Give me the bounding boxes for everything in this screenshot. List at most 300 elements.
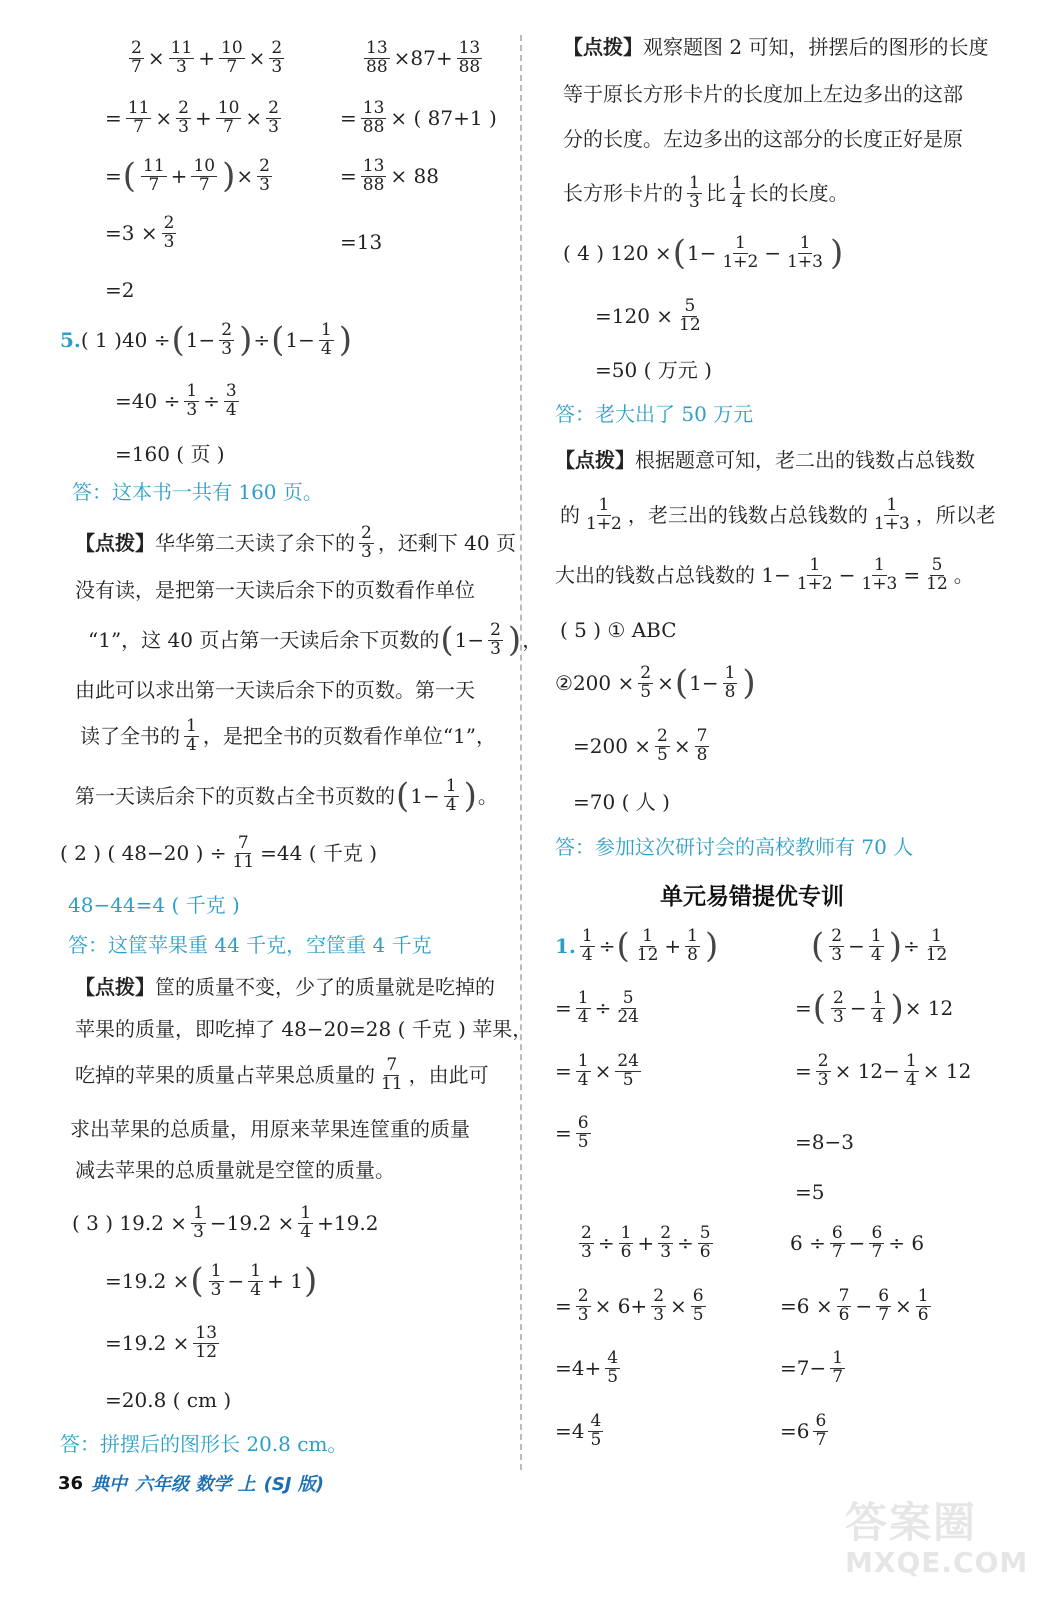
- content-line: [75, 778, 498, 815]
- fraction: [813, 1413, 828, 1450]
- fraction-numerator: 1: [931, 926, 942, 946]
- paren: ): [888, 926, 902, 967]
- fraction: [635, 928, 661, 965]
- math-text: ×: [245, 106, 263, 131]
- fraction-numerator: 2: [657, 726, 668, 746]
- math-text: 1−: [410, 784, 440, 809]
- math-text: =160 ( 页 ): [115, 442, 225, 466]
- fraction: [457, 40, 483, 77]
- fraction-denominator: 3: [833, 1006, 844, 1027]
- fraction-numerator: 2: [163, 213, 175, 233]
- fraction-numerator: 1: [905, 1051, 917, 1071]
- content-line: [555, 1115, 595, 1152]
- paren: (: [672, 233, 686, 274]
- content-line: [340, 230, 382, 254]
- fraction-numerator: 5: [684, 296, 696, 316]
- content-line: [555, 1350, 624, 1387]
- math-text: =70 ( 人 ): [573, 790, 670, 814]
- math-text: =: [555, 1059, 572, 1084]
- content-line: [573, 728, 713, 765]
- fraction-denominator: 88: [362, 174, 385, 195]
- math-text: 200 ×: [572, 671, 635, 696]
- fraction: [219, 40, 245, 77]
- paren: ): [507, 620, 522, 661]
- content-line: [60, 835, 377, 872]
- fraction-denominator: 3: [163, 231, 175, 252]
- paren: ): [463, 776, 477, 817]
- fraction: [638, 665, 653, 702]
- math-text: =20.8 ( cm ): [105, 1388, 232, 1412]
- fraction: [831, 990, 846, 1027]
- math-text: =4+: [555, 1356, 602, 1381]
- fraction-numerator: 2: [361, 523, 372, 543]
- content-line: [60, 1432, 347, 1456]
- fraction: [359, 525, 374, 562]
- paren: ): [890, 988, 904, 1029]
- fraction-numerator: 1: [250, 1261, 262, 1281]
- fraction-denominator: 7: [133, 116, 144, 137]
- fraction: [580, 928, 595, 965]
- fraction: [209, 1263, 224, 1300]
- fraction-numerator: 2: [259, 156, 270, 176]
- fraction: [816, 1053, 831, 1090]
- fraction-denominator: 4: [905, 1069, 917, 1090]
- fraction: [129, 40, 144, 77]
- fraction-numerator: 2: [833, 988, 844, 1008]
- math-text: ( 5 ) ① ABC: [560, 618, 677, 642]
- content-line: [125, 40, 288, 77]
- fraction-denominator: 7: [148, 174, 160, 195]
- fraction-numerator: 4: [590, 1411, 602, 1431]
- math-text: 根据题意可知，老二出的钱数占总钱数: [635, 448, 975, 472]
- math-text: =: [105, 106, 122, 131]
- content-line: [115, 383, 243, 420]
- fraction-numerator: 24: [617, 1051, 639, 1071]
- answer-text: 48−44=4 ( 千克 ): [68, 893, 240, 917]
- fraction-denominator: 3: [210, 1279, 222, 1300]
- content-line: [68, 893, 240, 917]
- fraction: [830, 1225, 845, 1262]
- fraction-numerator: 13: [366, 38, 388, 58]
- math-text: 1−: [454, 628, 485, 653]
- math-text: =6: [780, 1419, 810, 1444]
- fraction: [231, 835, 257, 872]
- content-line: [795, 990, 953, 1027]
- math-text: =: [555, 1294, 572, 1319]
- math-text: =13: [340, 230, 383, 254]
- fraction-numerator: 1: [799, 233, 811, 253]
- fraction: [829, 928, 844, 965]
- math-text: =: [340, 164, 357, 189]
- content-line: [573, 790, 670, 814]
- math-text: =: [555, 996, 572, 1021]
- content-line: [595, 358, 712, 382]
- fraction-denominator: 5: [590, 1429, 602, 1450]
- math-text: 吃掉的苹果的质量占苹果总质量的: [75, 1063, 375, 1088]
- content-line: [795, 1053, 971, 1090]
- answer-text: 老大出了 50 万元: [595, 402, 754, 426]
- answer-text: 参加这次研讨会的高校教师有 70 人: [595, 835, 914, 859]
- fraction: [924, 928, 950, 965]
- column-divider: [520, 35, 522, 1470]
- fraction-denominator: 5: [622, 1069, 634, 1090]
- fraction-denominator: 3: [361, 541, 372, 562]
- math-text: ( 3 ) 19.2 ×: [72, 1211, 188, 1236]
- fraction: [579, 1225, 594, 1262]
- fraction-numerator: 1: [581, 926, 593, 946]
- math-text: ÷: [677, 1231, 694, 1256]
- fraction-denominator: 1+2: [722, 251, 759, 272]
- fraction-numerator: 2: [490, 620, 501, 640]
- fraction-numerator: 11: [143, 156, 165, 176]
- fraction-numerator: 6: [815, 1411, 827, 1431]
- math-text: +: [195, 106, 212, 131]
- fraction-numerator: 1: [734, 233, 746, 253]
- math-text: 筐的质量不变，少了的质量就是吃掉的: [155, 975, 495, 999]
- math-text: −: [849, 996, 867, 1021]
- content-line: [595, 298, 707, 335]
- content-line: [75, 1057, 489, 1094]
- fraction: [126, 100, 152, 137]
- math-text: ÷: [253, 328, 271, 353]
- fraction-denominator: 3: [831, 944, 843, 965]
- math-text: ÷: [203, 389, 220, 414]
- fraction-denominator: 3: [176, 56, 187, 77]
- math-text: 6 ÷: [790, 1231, 826, 1256]
- fraction-numerator: 6: [831, 1223, 843, 1243]
- fraction-denominator: 5: [607, 1366, 619, 1387]
- math-text: 1−: [686, 241, 717, 266]
- fraction: [691, 1288, 706, 1325]
- fraction-numerator: 1: [870, 926, 882, 946]
- content-line: [563, 127, 963, 151]
- math-text: −19.2 ×: [209, 1211, 295, 1236]
- fraction-denominator: 3: [271, 56, 283, 77]
- answer-text: 答：: [60, 1432, 100, 1456]
- content-line: [780, 1288, 935, 1325]
- content-line: [555, 665, 757, 702]
- fraction: [193, 1325, 219, 1362]
- math-text: ，是把全书的页数看作单位“1”，: [202, 724, 497, 749]
- content-line: [555, 1053, 645, 1090]
- content-line: [780, 1350, 849, 1387]
- math-text: =19.2 ×: [105, 1269, 190, 1294]
- content-line: [105, 215, 180, 252]
- fraction-denominator: 8: [687, 944, 698, 965]
- watermark-line-1: 答案圈: [845, 1498, 978, 1547]
- math-text: 读了全书的: [80, 724, 180, 749]
- math-text: ×: [155, 106, 173, 131]
- math-text: ，: [522, 628, 543, 653]
- fraction-denominator: 4: [300, 1221, 312, 1242]
- hint-label: 【点拨】: [555, 448, 635, 472]
- fraction-numerator: 6: [878, 1286, 890, 1306]
- fraction-denominator: 12: [636, 944, 659, 965]
- fraction-denominator: 3: [660, 1241, 672, 1262]
- fraction-numerator: 4: [607, 1348, 619, 1368]
- math-text: −: [838, 563, 856, 588]
- fraction-denominator: 1+3: [873, 513, 910, 534]
- fraction-numerator: 5: [931, 555, 943, 575]
- paren: ): [338, 320, 352, 361]
- math-text: 大出的钱数占总钱数的 1−: [555, 563, 791, 588]
- fraction: [869, 1225, 884, 1262]
- fraction-denominator: 4: [225, 399, 237, 420]
- content-line: [810, 928, 953, 965]
- fraction-numerator: 1: [724, 663, 736, 683]
- fraction-denominator: 4: [581, 944, 593, 965]
- math-text: 苹果的质量，即吃掉了 48−20=28 ( 千克 ) 苹果，: [75, 1017, 533, 1041]
- content-line: [555, 402, 753, 426]
- math-text: ×: [670, 1294, 687, 1319]
- math-text: −: [848, 1231, 866, 1256]
- edition-label: (SJ 版): [263, 1474, 324, 1495]
- fraction-numerator: 1: [689, 173, 700, 193]
- paren: ): [830, 233, 844, 274]
- fraction-numerator: 7: [838, 1286, 850, 1306]
- math-text: +: [664, 934, 682, 959]
- math-text: 没有读，是把第一天读后余下的页数看作单位: [75, 578, 475, 602]
- fraction: [248, 1263, 263, 1300]
- fraction: [904, 1053, 919, 1090]
- fraction-denominator: 7: [831, 1241, 843, 1262]
- content-line: [340, 158, 439, 195]
- fraction-numerator: 13: [362, 156, 385, 176]
- content-line: [72, 1205, 378, 1242]
- fraction: [141, 158, 167, 195]
- fraction-denominator: 12: [925, 944, 948, 965]
- math-text: ×87+: [393, 46, 453, 71]
- fraction: [837, 1288, 852, 1325]
- content-line: [115, 442, 225, 466]
- content-line: [360, 40, 486, 77]
- fraction-denominator: 7: [878, 1304, 890, 1325]
- paren: (: [396, 776, 410, 817]
- fraction: [876, 1288, 891, 1325]
- fraction-denominator: 7: [226, 56, 238, 77]
- math-text: 等于原长方形卡片的长度加上左边多出的这部: [563, 82, 963, 106]
- math-text: ②: [555, 671, 573, 696]
- fraction-numerator: 7: [386, 1055, 398, 1075]
- fraction: [216, 100, 242, 137]
- fraction-denominator: 5: [640, 681, 652, 702]
- fraction: [576, 1288, 591, 1325]
- fraction-numerator: 1: [186, 716, 197, 736]
- math-text: ( 4 ) 120 ×: [563, 241, 672, 266]
- fraction: [379, 1057, 405, 1094]
- math-text: × ( 87+1 ): [390, 106, 497, 131]
- fraction-numerator: 2: [817, 1051, 829, 1071]
- math-text: =8−3: [795, 1130, 854, 1154]
- fraction-denominator: 8: [724, 681, 736, 702]
- math-text: ×: [895, 1294, 912, 1319]
- fraction-denominator: 3: [186, 399, 198, 420]
- fraction: [588, 1413, 603, 1450]
- page-number: 36: [58, 1472, 84, 1494]
- fraction-denominator: 7: [815, 1429, 827, 1450]
- fraction-denominator: 4: [577, 1006, 589, 1027]
- content-line: [563, 235, 844, 272]
- math-text: 长的长度。: [748, 181, 849, 206]
- fraction-numerator: 6: [692, 1286, 704, 1306]
- math-text: ，所以老: [915, 503, 996, 528]
- content-line: [575, 1225, 717, 1262]
- fraction: [361, 158, 387, 195]
- fraction: [658, 1225, 673, 1262]
- fraction-numerator: 1: [300, 1203, 312, 1223]
- fraction: [615, 990, 641, 1027]
- fraction-numerator: 5: [699, 1223, 711, 1243]
- fraction-numerator: 2: [660, 1223, 672, 1243]
- answer-text: 拼摆后的图形长 20.8 cm。: [100, 1432, 348, 1456]
- math-text: =: [903, 563, 921, 588]
- fraction-denominator: 1+3: [787, 251, 823, 272]
- math-text: =44 ( 千克 ): [260, 841, 378, 866]
- fraction: [364, 40, 390, 77]
- math-text: =: [340, 106, 357, 131]
- fraction-numerator: 6: [577, 1113, 589, 1133]
- fraction-denominator: 88: [362, 116, 385, 137]
- math-text: =: [105, 164, 122, 189]
- fraction-numerator: 5: [622, 988, 634, 1008]
- fraction-numerator: 1: [917, 1286, 929, 1306]
- content-line: [555, 990, 645, 1027]
- math-text: × 6+: [594, 1294, 648, 1319]
- math-text: + 1: [267, 1269, 303, 1294]
- math-text: −: [764, 241, 782, 266]
- fraction: [723, 665, 738, 702]
- fraction-denominator: 3: [653, 1304, 665, 1325]
- math-text: ÷: [597, 1231, 615, 1256]
- math-text: 比: [705, 181, 726, 206]
- fraction: [698, 1225, 713, 1262]
- fraction-denominator: 7: [131, 56, 142, 77]
- fraction-numerator: 10: [221, 38, 243, 58]
- answer-text: 1.: [555, 934, 576, 959]
- fraction: [720, 235, 760, 272]
- paren: (: [171, 320, 185, 361]
- fraction-denominator: 4: [445, 794, 457, 815]
- math-text: ，还剩下 40 页: [377, 531, 516, 556]
- math-text: 。: [953, 563, 974, 588]
- fraction-numerator: 13: [458, 38, 481, 58]
- watermark-line-2: MXQE.COM: [845, 1546, 1029, 1579]
- fraction-denominator: 7: [198, 174, 210, 195]
- page-footer: [58, 1470, 324, 1496]
- answer-text: 答：: [72, 480, 112, 504]
- content-line: [75, 1017, 532, 1041]
- fraction: [651, 1288, 666, 1325]
- fraction-denominator: 4: [320, 338, 332, 359]
- book-title: 六年级 数学 上: [135, 1474, 256, 1495]
- math-text: 1−: [185, 328, 216, 353]
- content-line: [555, 1288, 710, 1325]
- fraction: [655, 728, 670, 765]
- fraction-numerator: 1: [832, 1348, 844, 1368]
- fraction-denominator: 3: [689, 191, 700, 212]
- math-text: =7−: [780, 1356, 827, 1381]
- math-text: 长方形卡片的: [563, 181, 683, 206]
- math-text: 求出苹果的总质量，用原来苹果连筐重的质量: [70, 1117, 470, 1141]
- content-line: [80, 718, 496, 755]
- fraction-numerator: 1: [809, 555, 821, 575]
- math-text: 1−: [285, 328, 315, 353]
- content-line: [560, 497, 996, 534]
- math-text: ×: [236, 164, 254, 189]
- fraction: [677, 298, 703, 335]
- hint-label: 【点拨】: [563, 35, 643, 59]
- fraction-numerator: 2: [581, 1223, 592, 1243]
- fraction-denominator: 5: [657, 744, 668, 765]
- fraction-denominator: 6: [917, 1304, 929, 1325]
- math-text: +: [170, 164, 188, 189]
- fraction-numerator: 2: [577, 1286, 589, 1306]
- fraction: [687, 175, 702, 212]
- fraction-numerator: 2: [268, 98, 279, 118]
- fraction: [169, 40, 195, 77]
- fraction-denominator: 24: [617, 1006, 639, 1027]
- fraction-denominator: 1+2: [586, 513, 622, 534]
- paren: (: [812, 988, 827, 1029]
- fraction-denominator: 6: [838, 1304, 850, 1325]
- math-text: ( 2 ) ( 48−20 ) ÷: [60, 841, 227, 866]
- math-text: =40 ÷: [115, 389, 181, 414]
- fraction-numerator: 1: [210, 1261, 222, 1281]
- fraction-denominator: 3: [268, 116, 279, 137]
- fraction-denominator: 7: [832, 1366, 844, 1387]
- fraction-numerator: 1: [620, 1223, 632, 1243]
- math-text: ×: [657, 671, 674, 696]
- fraction-denominator: 12: [926, 573, 948, 594]
- content-line: [105, 158, 276, 195]
- fraction-denominator: 3: [259, 174, 270, 195]
- answer-text: 这本书一共有 160 页。: [112, 480, 323, 504]
- fraction: [576, 1053, 591, 1090]
- content-line: [75, 525, 516, 562]
- math-text: =4: [555, 1419, 585, 1444]
- fraction-denominator: 12: [679, 314, 701, 335]
- fraction-numerator: 1: [886, 495, 898, 515]
- math-text: ( 1 ): [80, 328, 122, 353]
- fraction: [576, 1115, 591, 1152]
- content-line: [555, 448, 975, 472]
- math-text: =3 ×: [105, 221, 158, 246]
- fraction-denominator: 3: [221, 338, 233, 359]
- paren: ): [222, 156, 236, 197]
- fraction: [924, 557, 950, 594]
- fraction-denominator: 3: [178, 116, 189, 137]
- fraction: [869, 928, 884, 965]
- math-text: × 12: [922, 1059, 972, 1084]
- math-text: 的: [560, 503, 580, 528]
- answer-text: 答：: [68, 933, 108, 957]
- paren: (: [616, 926, 630, 967]
- brand-logo: 典中: [91, 1474, 128, 1495]
- content-line: [68, 933, 432, 957]
- math-text: 第一天读后余下的页数占全书页数的: [75, 784, 395, 809]
- math-text: =2: [105, 278, 135, 302]
- fraction: [795, 557, 835, 594]
- fraction-numerator: 1: [577, 1051, 589, 1071]
- hint-label: 【点拨】: [75, 975, 155, 999]
- content-line: [555, 835, 913, 859]
- fraction-denominator: 7: [871, 1241, 883, 1262]
- fraction-denominator: 6: [620, 1241, 632, 1262]
- fraction-denominator: 88: [458, 56, 481, 77]
- fraction-numerator: 13: [195, 1323, 218, 1343]
- paren: (: [811, 926, 825, 967]
- fraction: [224, 383, 239, 420]
